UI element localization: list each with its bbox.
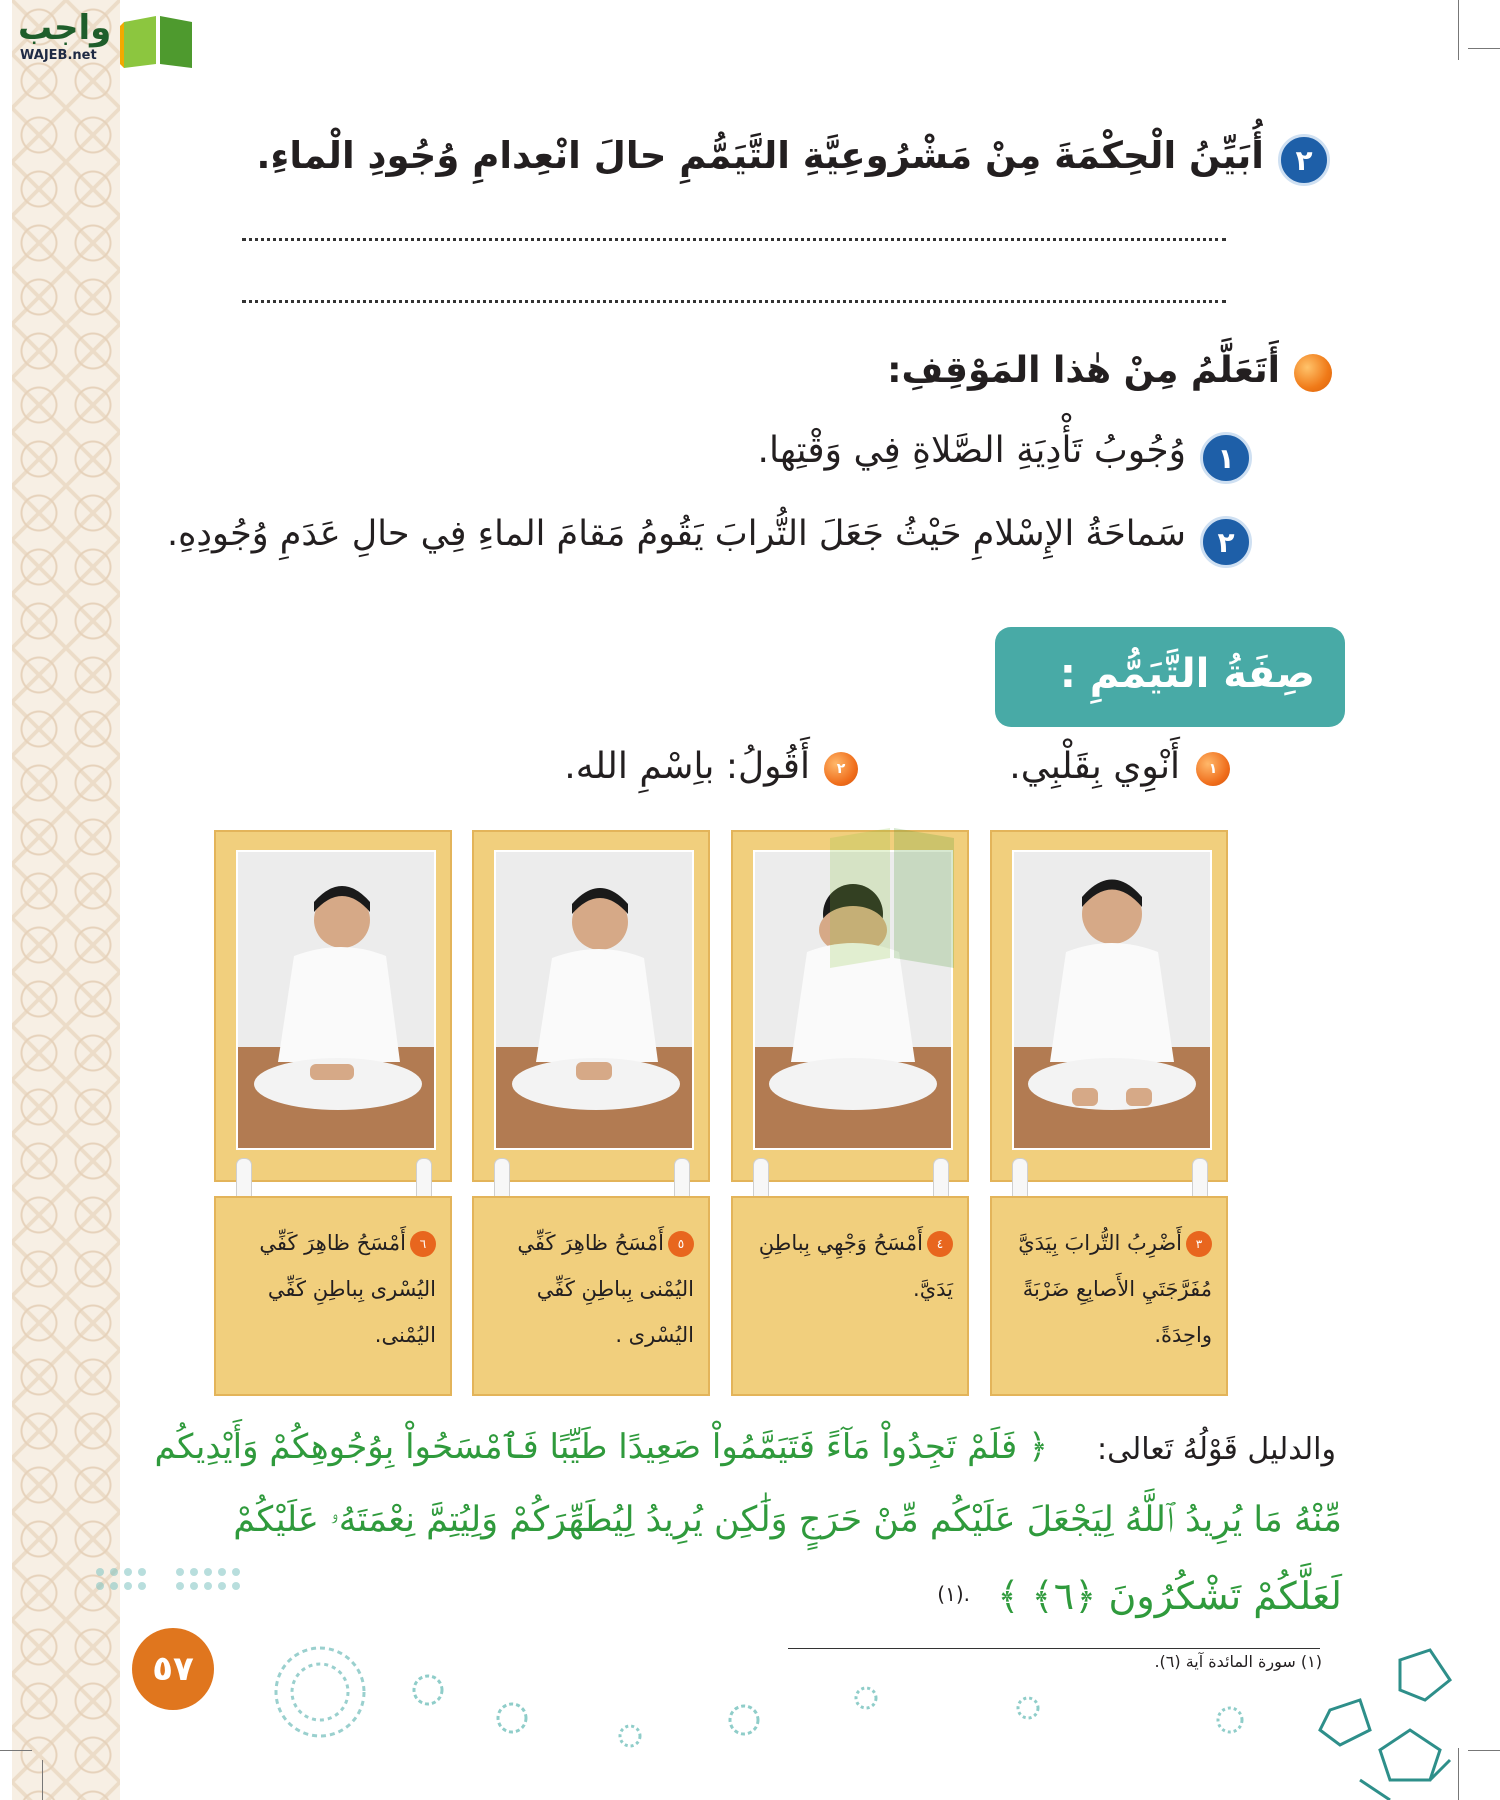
answer-line[interactable] <box>242 300 1226 303</box>
caption-line: اليُمْنى بِباطِنِ كَفِّي <box>536 1277 694 1301</box>
step-caption <box>1006 1220 1212 1358</box>
question-text: أُبَيِّنُ الْحِكْمَةَ مِنْ مَشْرُوعِيَّةِ التَّيَمُّمِ حالَ انْعِدامِ وُجُودِ الْماءِ. <box>256 134 1264 177</box>
caption-line: أَمْسَحُ وَجْهِي بِباطِنِ <box>758 1231 923 1255</box>
step-number: ٥ <box>668 1231 694 1257</box>
caption-line: مُفَرَّجَتَيِ الأَصابِعِ ضَرْبَةً <box>1022 1277 1212 1301</box>
step-caption-card <box>214 1196 452 1396</box>
floral-decoration <box>400 1650 1260 1770</box>
step-number: ٢ <box>824 752 858 786</box>
wajeb-logo[interactable] <box>8 6 188 66</box>
crop-mark <box>42 1760 43 1800</box>
decorative-border <box>12 0 120 1800</box>
footnote-rule <box>788 1648 1320 1649</box>
verse-line: ﴿ فَلَمْ تَجِدُواْ مَآءً فَتَيَمَّمُواْ صَعِيدًا طَيِّبًا فَٱمْسَحُواْ بِوُجُوهِكُمْ وَأَيْدِيكُم <box>154 1427 1048 1467</box>
section-title: صِفَةُ التَّيَمُّمِ : <box>1059 651 1315 697</box>
learn-item-text: سَماحَةُ الإِسْلامِ حَيْثُ جَعَلَ التُّرابَ يَقُومُ مَقامَ الماءِ فِي حالِ عَدَمِ وُجُودِهِ. <box>166 514 1186 554</box>
answer-line[interactable] <box>242 238 1226 241</box>
verse-line: لَعَلَّكُمْ تَشْكُرُونَ ﴿٦﴾ ﴾ <box>997 1574 1342 1618</box>
step-caption <box>230 1220 436 1358</box>
question-number-badge: ٢ <box>1278 134 1330 186</box>
caption-line: اليُمْنى. <box>374 1323 436 1347</box>
caption-line: اليُسْرى . <box>615 1323 694 1347</box>
caption-line: أَمْسَحُ ظاهِرَ كَفِّي <box>259 1231 406 1255</box>
caption-line: أَضْرِبُ التُّرابَ بِيَدَيَّ <box>1018 1231 1182 1255</box>
step-caption <box>488 1220 694 1358</box>
step-caption <box>747 1220 953 1312</box>
caption-line: يَدَيَّ. <box>913 1277 953 1301</box>
crop-mark <box>0 1750 32 1751</box>
step-photo <box>236 850 436 1150</box>
step-number: ٣ <box>1186 1231 1212 1257</box>
learn-item-text: وُجُوبُ تَأْدِيَةِ الصَّلاةِ فِي وَقْتِها. <box>757 430 1186 471</box>
page-number: ٥٧ <box>132 1628 214 1710</box>
boy-strike-soil-illustration <box>1014 852 1210 1148</box>
crop-mark <box>1468 1750 1500 1751</box>
step-text: أَنْوِي بِقَلْبِي. <box>1009 746 1180 787</box>
learn-item-number: ٢ <box>1200 516 1252 568</box>
bullet-icon <box>1294 354 1332 392</box>
proof-intro: والدليل قَوْلُهُ تَعالى: <box>1097 1432 1336 1467</box>
book-icon <box>120 12 196 68</box>
watermark <box>500 818 980 978</box>
step-caption-card <box>731 1196 969 1396</box>
section-title-box <box>995 627 1345 727</box>
learn-item-number: ١ <box>1200 432 1252 484</box>
step-photo-card <box>214 830 452 1182</box>
watermark-book-icon <box>500 818 980 978</box>
step-photo-card <box>990 830 1228 1182</box>
learn-heading: أَتَعَلَّمُ مِنْ هٰذا المَوْقِفِ: <box>887 350 1280 391</box>
footnote: (١) سورة المائدة آية (٦). <box>1154 1652 1322 1671</box>
boy-wipe-left-hand-illustration <box>238 852 434 1148</box>
caption-line: اليُسْرى بِباطِنِ كَفِّي <box>267 1277 436 1301</box>
step-text: أَقُولُ: باِسْمِ الله. <box>564 746 810 787</box>
footnote-marker: (١). <box>937 1582 970 1606</box>
caption-line: أَمْسَحُ ظاهِرَ كَفِّي <box>517 1231 664 1255</box>
step-caption-card <box>472 1196 710 1396</box>
step-number: ٤ <box>927 1231 953 1257</box>
crop-mark <box>1468 48 1500 49</box>
logo-latin: WAJEB.net <box>20 48 97 63</box>
verse-line: مِّنْهُ مَا يُرِيدُ ٱللَّهُ لِيَجْعَلَ عَلَيْكُم مِّنْ حَرَجٍ وَلَٰكِن يُرِيدُ لِيُطَهِّرَكُمْ وَلِيُتِمَّ نِعْمَتَهُۥ عَلَيْكُمْ <box>233 1500 1342 1540</box>
logo-arabic: واجب <box>18 8 112 48</box>
crop-mark <box>1458 0 1459 60</box>
step-photo <box>1012 850 1212 1150</box>
step-number: ٦ <box>410 1231 436 1257</box>
geometric-decoration <box>1310 1630 1460 1800</box>
step-number: ١ <box>1196 752 1230 786</box>
caption-line: واحِدَةً. <box>1154 1323 1212 1347</box>
step-caption-card <box>990 1196 1228 1396</box>
